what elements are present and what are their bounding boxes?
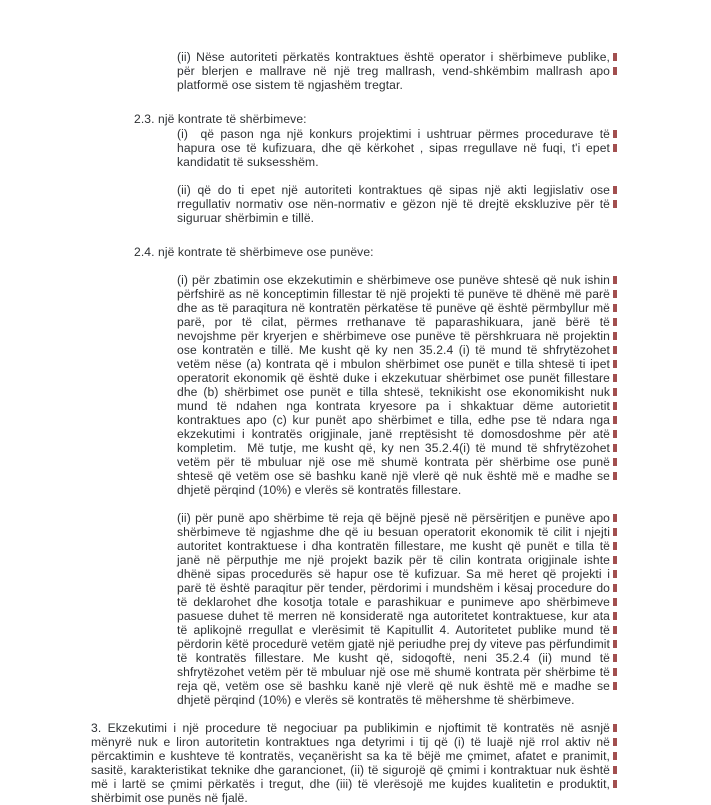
clause-2-4-heading-text: 2.4. një kontrate të shërbimeve ose punëve:: [134, 245, 374, 259]
line-end-marks: [613, 276, 617, 484]
clause-2-4-ii-paragraph: [177, 511, 610, 707]
clause-2-3-ii-text: (ii) që do ti epet një autoriteti kontraktues që sipas një akti legjislativ ose rregullativ normativ ose nën-normativ e gëzon një të drejtë ekskluzive për të siguruar shërbimin e tillë.: [177, 183, 610, 225]
clause-2-4-heading: [134, 245, 610, 259]
clause-2-3-i-text: (i) që pason nga një konkurs projektimi i ushtruar përmes procedurave të hapura ose të kufizuara, dhe që kërkohet , sipas rregullave në fuqi, t'i epet kandidatit të suksesshëm.: [177, 127, 610, 169]
line-end-marks: [613, 53, 617, 79]
clause-2-4-ii-text: (ii) për punë apo shërbime të reja që bëjnë pjesë në përsëritjen e punëve apo shërbimeve të ngjashme dhe që iu besuan operatorit ekonomik të cilit i njejti autoritet kontraktuese i dha kontratën fillestare, me kusht që punët e tilla të janë në përputhje me një projekt bazik për të cilin kontrata origjinale ishte dhënë sipas procedurës së hapur ose të kufizuar. Sa më heret që projekti i parë të është paraqitur për tender, përdorimi i mundshëm i kësaj procedure do të deklarohet dhe kosotja totale e parashikuar e punimeve apo shërbimeve pasuese duhet të merren në konsideratë nga autoritetet kontraktuese, kur ata të aplikojnë rregullat e vlerësimit të Kapitullit 4. Autoritetet publike mund të përdorin këtë procedurë vetëm gjatë një periudhe prej dy viteve pas përfundimit të kontratës fillestare. Me kusht që, sidoqoftë, neni 35.2.4 (ii) mund të shfrytëzohet vetëm për të mbuluar një ose më shumë kontrata për shërbime të reja që, vetëm ose së bashku kanë një vlerë që nuk është më e madhe se dhjetë përqind (10%) e vlerës së kontratës të mëhershme të shërbimeve.: [177, 511, 610, 707]
clause-2-2-ii-paragraph: [177, 50, 610, 92]
clause-2-3-heading: [134, 112, 610, 126]
line-end-marks: [613, 186, 617, 212]
line-end-marks: [613, 514, 617, 694]
line-end-marks: [613, 130, 617, 156]
clause-3-text: 3. Ekzekutimi i një procedure të negociuar pa publikimin e njoftimit të kontratës në asnjë mënyrë nuk e liron autoritetin kontraktues nga detyrimi i tij që (i) të luajë një rrol aktiv në përcaktimin e kushteve të kontratës, veçanërisht sa ka të bëjë me çmimet, afatet e pranimit, sasitë, karakteristikat teknike dhe garancionet, (ii) të sigurojë që çmimi i kontraktuar nuk është më i lartë se çmimi përkatës i tregut, dhe (iii) të vlerësojë me kujdes kualitetin e produktit, shërbimit ose punës në fjalë.: [91, 721, 610, 805]
clause-2-4-i-paragraph: [177, 273, 610, 497]
clause-2-4-i-text: (i) për zbatimin ose ekzekutimin e shërbimeve ose punëve shtesë që nuk ishin përfshirë as në konceptimin fillestar të një projekti të punëve të dhënë më parë dhe as të paraqitura në kontratën përkatëse të punëve që është përmbyllur më parë, por të cilat, përmes rrethanave të paparashikuara, janë bërë të nevojshme për kryerjen e shërbimeve ose punëve të përshkruara në projektin ose kontratën e tillë. Me kusht që ky nen 35.2.4 (i) të mund të shfrytëzohet vetëm nëse (a) kontrata që i mbulon shërbimet ose punët e tilla shtesë ti ipet operatorit ekonomik që është duke i ekzekutuar shërbimet ose punët fillestare dhe (b) shërbimet ose punët e tilla shtesë, teknikisht ose ekonomikisht nuk mund të ndahen nga kontrata kryesore pa i shkaktuar dëme autorietit kontraktues apo (c) kur punët apo shërbimet e tilla, edhe pse të ndara nga ekzekutimi i kontratës origjinale, janë rreptësisht të domosdoshme për atë kompletim. Më tutje, me kusht që, ky nen 35.2.4(i) të mund të shfrytëzohet vetëm për të mbuluar një ose më shumë kontrata për shërbime ose punë shtesë që vetëm ose së bashku kanë një vlerë që nuk është më e madhe se dhjetë përqind (10%) e vlerës së kontratës fillestare.: [177, 273, 610, 497]
clause-2-3-heading-text: 2.3. një kontrate të shërbimeve:: [134, 112, 307, 126]
clause-3-paragraph: [91, 721, 610, 805]
clause-2-2-ii-text: (ii) Nëse autoriteti përkatës kontraktues është operator i shërbimeve publike, për blerjen e mallrave në një treg mallrash, vend-shkëmbim mallrash apo platformë ose sistem të ngjashëm tregtar.: [177, 50, 610, 92]
clause-2-3-ii-paragraph: [177, 183, 610, 225]
clause-2-3-i-paragraph: [177, 127, 610, 169]
line-end-marks: [613, 724, 617, 792]
